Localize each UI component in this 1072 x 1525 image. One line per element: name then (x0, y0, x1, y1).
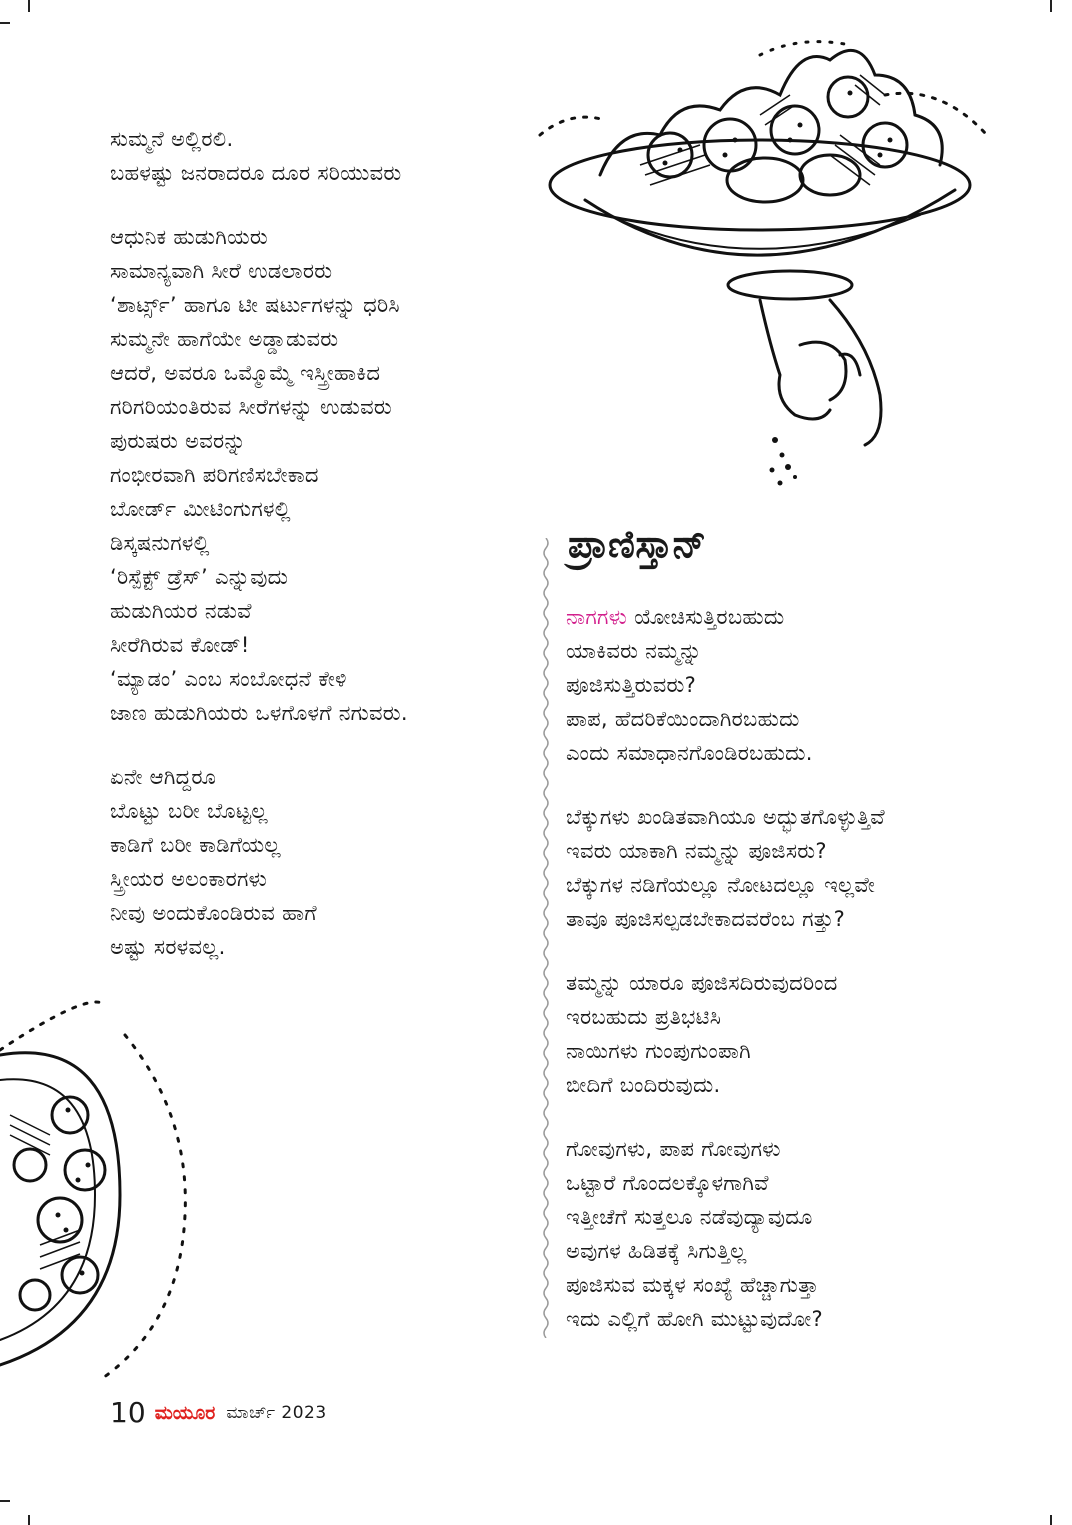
poem-line: ಇವರು ಯಾಕಾಗಿ ನಮ್ಮನ್ನು ಪೂಜಿಸರು? (566, 839, 827, 863)
poem-line: ತಾವೂ ಪೂಜಿಸಲ್ಪಡಬೇಕಾದವರೆಂಬ ಗತ್ತು? (566, 907, 846, 931)
poem-line: ಸೀರೆಗಿರುವ ಕೋಡ್! (110, 633, 250, 657)
poem-line: ತಮ್ಮನ್ನು ಯಾರೂ ಪೂಜಿಸದಿರುವುದರಿಂದ (566, 971, 838, 995)
poem-line: ಆಧುನಿಕ ಹುಡುಗಿಯರು (110, 225, 268, 249)
poem-line: ಪಾಪ, ಹೆದರಿಕೆಯಿಂದಾಗಿರಬಹುದು (566, 707, 800, 731)
stanza (110, 220, 530, 730)
poem-line: ಸ್ತ್ರೀಯರ ಅಲಂಕಾರಗಳು (110, 867, 268, 891)
poem-line: ನೀವು ಅಂದುಕೊಂಡಿರುವ ಹಾಗೆ (110, 901, 317, 925)
offering-bowl-illustration (530, 15, 1010, 495)
poem-line: ಬಹಳಷ್ಟು ಜನರಾದರೂ ದೂರ ಸರಿಯುವರು (110, 161, 402, 185)
poem-line: ಬೊಟ್ಟು ಬರೀ ಬೊಟ್ಟಲ್ಲ (110, 799, 268, 823)
page-number: 10 (110, 1396, 146, 1429)
crop-mark (1050, 1515, 1052, 1525)
crop-mark (28, 1515, 30, 1525)
poem-line: ‘ಶಾರ್ಟ್ಸ್’ ಹಾಗೂ ಟೀ ಷರ್ಟುಗಳನ್ನು ಧರಿಸಿ (110, 293, 400, 317)
poem-line: ಒಟ್ಟಾರೆ ಗೊಂದಲಕ್ಕೊಳಗಾಗಿವೆ (566, 1171, 769, 1195)
poem-line: ಪೂಜಿಸುವ ಮಕ್ಕಳ ಸಂಖ್ಯೆ ಹೆಚ್ಚಾಗುತ್ತಾ (566, 1273, 819, 1297)
poem-line: ಬೆಕ್ಕುಗಳ ನಡಿಗೆಯಲ್ಲೂ ನೋಟದಲ್ಲೂ ಇಲ್ಲವೇ (566, 873, 876, 897)
poem-line: ಹುಡುಗಿಯರ ನಡುವೆ (110, 599, 252, 623)
poem-line: ಗರಿಗರಿಯಂತಿರುವ ಸೀರೆಗಳನ್ನು ಉಡುವರು (110, 395, 393, 419)
stanza (566, 966, 1006, 1102)
poem-line: ಬೋರ್ಡ್ ಮೀಟಿಂಗುಗಳಲ್ಲಿ (110, 497, 291, 521)
poem-line: ಸಾಮಾನ್ಯವಾಗಿ ಸೀರೆ ಉಡಲಾರರು (110, 259, 333, 283)
poem-line: ಗಂಭೀರವಾಗಿ ಪರಿಗಣಿಸಬೇಕಾದ (110, 463, 319, 487)
page-footer (110, 1396, 327, 1429)
first-line-text: ಯೋಚಿಸುತ್ತಿರಬಹುದು (627, 605, 785, 629)
poem-line: ಸುಮ್ಮನೆ ಅಲ್ಲಿರಲಿ. (110, 127, 234, 151)
crop-mark (0, 1500, 10, 1502)
poem-line: ಸುಮ್ಮನೇ ಹಾಗೆಯೇ ಅಡ್ಡಾಡುವರು (110, 327, 339, 351)
poem-line: ಅವುಗಳ ಹಿಡಿತಕ್ಕೆ ಸಿಗುತ್ತಿಲ್ಲ (566, 1239, 747, 1263)
stanza (110, 122, 530, 190)
poem-line: ಕಾಡಿಗೆ ಬರೀ ಕಾಡಿಗೆಯಲ್ಲ (110, 833, 281, 857)
poem-line: ಗೋವುಗಳು, ಪಾಪ ಗೋವುಗಳು (566, 1137, 781, 1161)
poem-first-line (566, 600, 1006, 634)
decorative-bowl-illustration (0, 995, 200, 1385)
stanza (566, 1132, 1006, 1336)
poem-line: ಪುರುಷರು ಅವರನ್ನು (110, 429, 246, 453)
crop-mark (1050, 0, 1052, 12)
poem-line: ಪೂಜಿಸುತ್ತಿರುವರು? (566, 673, 697, 697)
highlighted-first-word: ನಾಗಗಳು (566, 605, 628, 629)
magazine-logo: ಮಯೂರ (154, 1401, 216, 1424)
poem-line: ‘ರಿಸ್ಪೆಕ್ಟ್ ಡ್ರೆಸ್’ ಎನ್ನುವುದು (110, 565, 289, 589)
issue-date: ಮಾರ್ಚ್ 2023 (226, 1402, 327, 1423)
poem-line: ಯಾಕಿವರು ನಮ್ಮನ್ನು (566, 639, 702, 663)
poem-line: ಏನೇ ಆಗಿದ್ದರೂ (110, 765, 217, 789)
wavy-divider (542, 538, 550, 1338)
right-poem-column (566, 600, 1006, 1366)
poem-line: ನಾಯಿಗಳು ಗುಂಪುಗುಂಪಾಗಿ (566, 1039, 751, 1063)
poem-line: ಡಿಸ್ಕಷನುಗಳಲ್ಲಿ (110, 531, 210, 555)
stanza (110, 760, 530, 964)
poem-line: ಆದರೆ, ಅವರೂ ಒಮ್ಮೊಮ್ಮೆ ಇಸ್ತ್ರೀಹಾಕಿದ (110, 361, 381, 385)
poem-line: ಇದು ಎಲ್ಲಿಗೆ ಹೋಗಿ ಮುಟ್ಟುವುದೋ? (566, 1307, 823, 1331)
stanza (566, 800, 1006, 936)
poem-line: ಬೀದಿಗೆ ಬಂದಿರುವುದು. (566, 1073, 721, 1097)
poem-line: ಇರಬಹುದು ಪ್ರತಿಭಟಿಸಿ (566, 1005, 722, 1029)
stanza (566, 600, 1006, 770)
poem-line: ಬೆಕ್ಕುಗಳು ಖಂಡಿತವಾಗಿಯೂ ಅದ್ಭುತಗೊಳ್ಳುತ್ತಿವೆ (566, 805, 885, 829)
crop-mark (0, 22, 10, 24)
poem-line: ಇತ್ತೀಚೆಗೆ ಸುತ್ತಲೂ ನಡೆವುದ್ಯಾವುದೂ (566, 1205, 813, 1229)
crop-mark (28, 0, 30, 12)
poem-line: ಎಂದು ಸಮಾಧಾನಗೊಂಡಿರಬಹುದು. (566, 741, 813, 765)
poem-line: ಜಾಣ ಹುಡುಗಿಯರು ಒಳಗೊಳಗೆ ನಗುವರು. (110, 701, 408, 725)
left-poem-column (110, 122, 530, 994)
poem-line: ಅಷ್ಟು ಸರಳವಲ್ಲ. (110, 935, 226, 959)
poem-line: ‘ಮ್ಯಾಡಂ’ ಎಂಬ ಸಂಬೋಧನೆ ಕೇಳಿ (110, 667, 347, 691)
poem-title: ಪ್ರಾಣಿಸ್ತಾನ್ (568, 522, 707, 566)
